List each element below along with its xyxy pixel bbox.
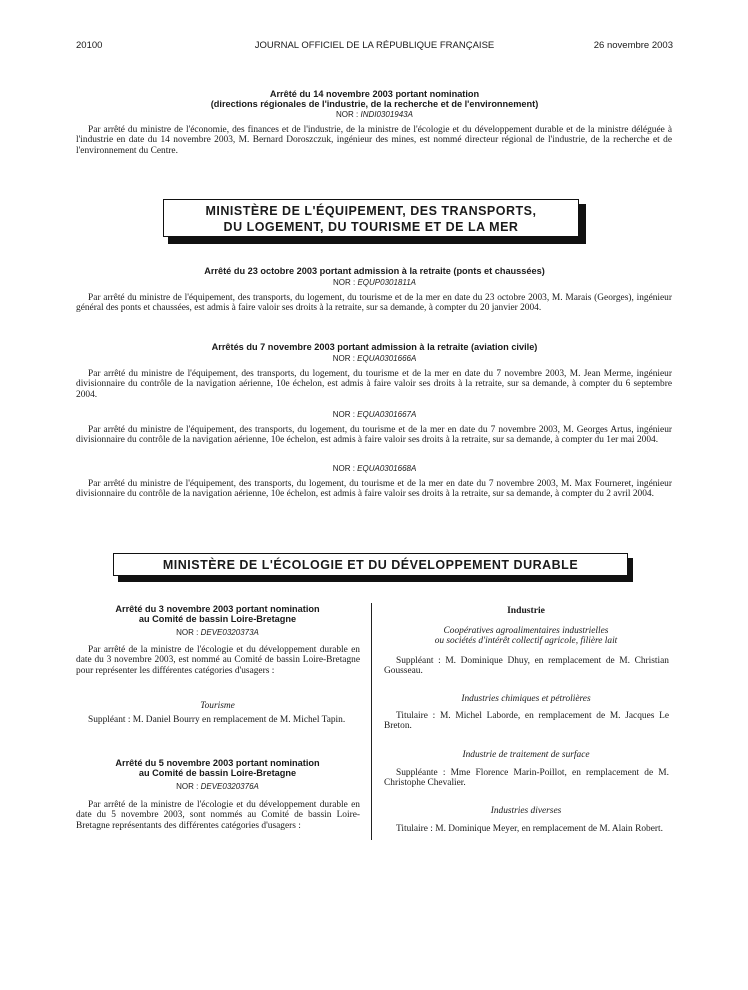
left-arrete-1-title-line2: au Comité de bassin Loire-Bretagne [138, 614, 297, 624]
nor-code: EQUP0301811A [357, 278, 417, 287]
entry-traitement-surface: Suppléante : Mme Florence Marin-Poillot, en remplacement de M. Christophe Chevalier. [384, 768, 669, 789]
arrete-1-text: Par arrêté du ministre de l'économie, des finances et de l'industrie, de la ministre de l'écologie et du développement durable et de la ministre déléguée à l'industrie en date du 14 novembre 2003, M. Bernard Doroszczuk, ingénieur des mines, est nommé directeur régional de l'industrie, de la recherche et de l'environnement du Centre. [76, 125, 672, 156]
left-arrete-2-text: Par arrêté de la ministre de l'écologie et du développement durable en date du 5 novembre 2003, sont nommés au Comité de bassin Loire-Bretagne représentants des différentes catégories d'usagers : [76, 800, 360, 831]
ministry-1-line1: MINISTÈRE DE L'ÉQUIPEMENT, DES TRANSPORTS, [205, 204, 537, 218]
arrete-2-nor [76, 278, 673, 288]
nor-label: NOR : [332, 464, 355, 473]
subheading-traitement-surface: Industrie de traitement de surface [462, 750, 590, 760]
page-number: 20100 [76, 40, 103, 51]
arrete-1-nor [76, 110, 673, 120]
nor-label: NOR : [336, 110, 359, 119]
entry-industries-chimiques: Titulaire : M. Michel Laborde, en remplacement de M. Jacques Le Breton. [384, 711, 669, 732]
arrete-2-title: Arrêté du 23 octobre 2003 portant admission à la retraite (ponts et chaussées) [204, 266, 545, 276]
arrete-1-title-line2: (directions régionales de l'industrie, de la recherche et de l'environnement) [210, 99, 539, 109]
nor-code: INDI0301943A [360, 110, 413, 119]
journal-title: JOURNAL OFFICIEL DE LA RÉPUBLIQUE FRANÇAISE [254, 40, 495, 51]
nor-code: DEVE0320376A [200, 782, 259, 791]
arrete-3c-text: Par arrêté du ministre de l'équipement, des transports, du logement, du tourisme et de la mer en date du 7 novembre 2003, M. Max Fourneret, ingénieur divisionnaire du contrôle de la navigation aérienne, 10e échelon, est admis à faire valoir ses droits à la retraite, sur sa demande, à compter du 2 avril 2004. [76, 479, 672, 500]
entry-industries-diverses: Titulaire : M. Dominique Meyer, en remplacement de M. Alain Robert. [396, 824, 663, 834]
ministry-ecologie-box [113, 553, 628, 576]
arrete-3b-text: Par arrêté du ministre de l'équipement, des transports, du logement, du tourisme et de la mer en date du 7 novembre 2003, M. Georges Artus, ingénieur divisionnaire du contrôle de la navigation aérienne, 10e échelon, est admis à faire valoir ses droits à la retraite, sur sa demande, à compter du 1er mai 2004. [76, 425, 672, 446]
subheading-cooperatives-line1: Coopératives agroalimentaires industrielles [443, 626, 609, 636]
left-arrete-1-text: Par arrêté de la ministre de l'écologie et du développement durable en date du 3 novembre 2003, est nommé au Comité de bassin Loire-Bretagne pour représenter les différentes catégories d'usagers : [76, 645, 360, 676]
subheading-industries-diverses: Industries diverses [490, 806, 562, 816]
arrete-3c-nor [76, 464, 673, 474]
nor-label: NOR : [332, 410, 355, 419]
heading-industrie: Industrie [507, 605, 545, 616]
ministry-1-line2: DU LOGEMENT, DU TOURISME ET DE LA MER [223, 220, 519, 234]
column-divider [371, 603, 372, 840]
nor-label: NOR : [176, 628, 199, 637]
nor-label: NOR : [332, 354, 355, 363]
nor-code: DEVE0320373A [200, 628, 259, 637]
nor-code: EQUA0301668A [357, 464, 417, 473]
arrete-3-title: Arrêtés du 7 novembre 2003 portant admission à la retraite (aviation civile) [211, 342, 538, 352]
issue-date: 26 novembre 2003 [593, 40, 673, 51]
subheading-cooperatives-line2: ou sociétés d'intérêt collectif agricole, filière lait [434, 636, 618, 646]
nor-code: EQUA0301666A [357, 354, 417, 363]
left-arrete-2-title-line1: Arrêté du 5 novembre 2003 portant nomination [115, 758, 320, 768]
running-header [76, 40, 673, 54]
left-arrete-1-nor [76, 628, 359, 638]
nor-code: EQUA0301667A [357, 410, 417, 419]
left-arrete-2-title-line2: au Comité de bassin Loire-Bretagne [138, 768, 297, 778]
arrete-3a-text: Par arrêté du ministre de l'équipement, des transports, du logement, du tourisme et de la mer en date du 7 novembre 2003, M. Jean Merme, ingénieur divisionnaire du contrôle de la navigation aérienne, 10e échelon, est admis à faire valoir ses droits à la retraite, sur sa demande, à compter du 6 septembre 2004. [76, 369, 672, 400]
entry-cooperatives: Suppléant : M. Dominique Dhuy, en remplacement de M. Christian Gousseau. [384, 656, 669, 677]
nor-label: NOR : [332, 278, 356, 287]
left-arrete-1-title-line1: Arrêté du 3 novembre 2003 portant nomination [115, 604, 320, 614]
ministry-equipement-box [163, 199, 579, 237]
arrete-3a-nor [76, 354, 673, 364]
nor-label: NOR : [176, 782, 199, 791]
entry-tourisme: Suppléant : M. Daniel Bourry en remplacement de M. Michel Tapin. [88, 715, 346, 725]
arrete-1-title-line1: Arrêté du 14 novembre 2003 portant nomination [269, 89, 480, 99]
left-arrete-2-nor [76, 782, 359, 792]
ministry-2-line1: MINISTÈRE DE L'ÉCOLOGIE ET DU DÉVELOPPEMENT DURABLE [162, 558, 579, 572]
subheading-industries-chimiques: Industries chimiques et pétrolières [461, 694, 591, 704]
arrete-2-text: Par arrêté du ministre de l'équipement, des transports, du logement, du tourisme et de la mer en date du 23 octobre 2003, M. Marais (Georges), ingénieur général des ponts et chaussées, est admis à faire valoir ses droits à la retraite, sur sa demande, à compter du 20 janvier 2004. [76, 293, 672, 314]
arrete-3b-nor [76, 410, 673, 420]
subheading-tourisme: Tourisme [200, 701, 235, 711]
